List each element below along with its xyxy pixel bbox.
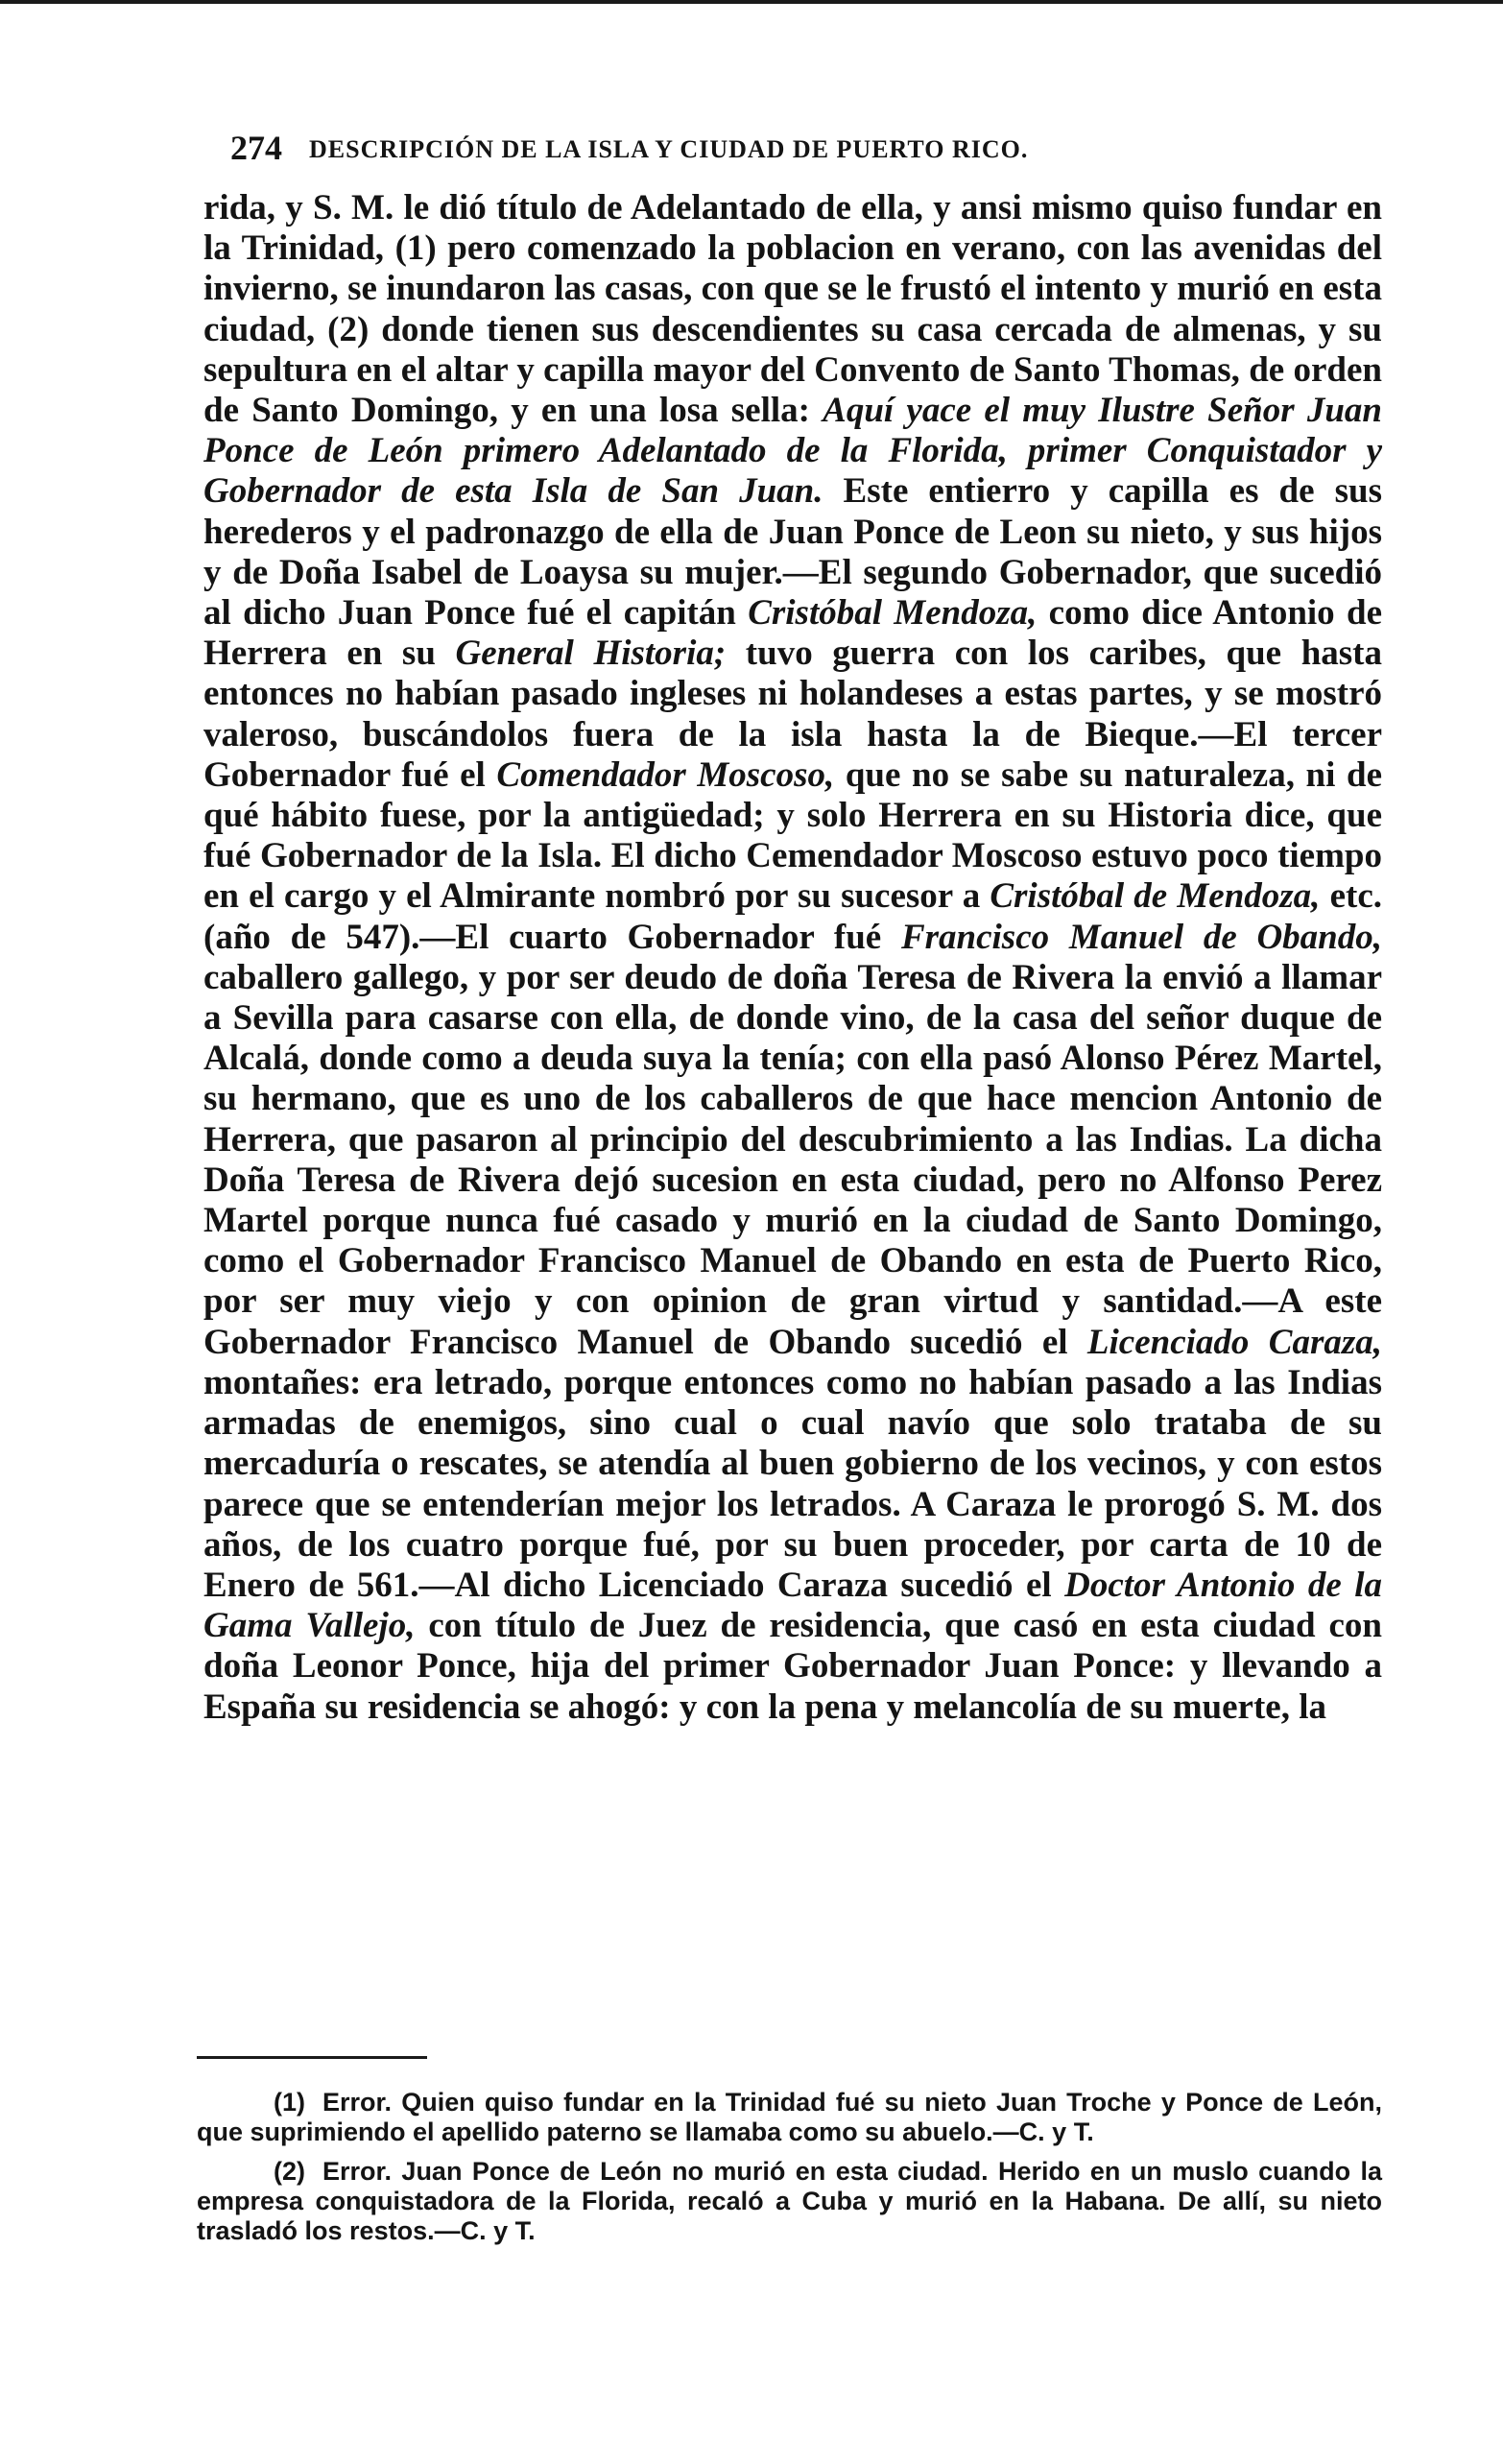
main-paragraph [203,188,1382,1728]
running-title: DESCRIPCIÓN DE LA ISLA Y CIUDAD DE PUERTO RICO. [309,135,1029,163]
name-antonio-de-la-gama-vallejo: Doctor Antonio de la Gama Vallejo, [203,1565,1382,1646]
footnote-mark: (2) [274,2157,305,2186]
footnote-text: Error. Juan Ponce de León no murió en esta ciudad. Herido en un muslo cuando la empresa conquistadora de la Florida, recaló a Cuba y murió en la Habana. De allí, su nieto trasladó los restos.—C. y T. [197,2157,1382,2245]
text-run: rida, y S. M. le dió título de Adelantado de ella, y ansi mismo quiso fundar en la Trinidad, (1) pero comenzado la poblacion en verano, con las avenidas del invierno, se inundaron las casas, con que se le frustó el intento y murió en esta ciudad, (2) donde tienen sus descendientes su casa cercada de almenas, y su sepultura en el altar y capilla mayor del Convento de Santo Thomas, de orden de Santo Domingo, y en una losa sella: [203,188,1382,431]
top-edge-rule [0,0,1503,4]
text-run: tuvo guerra con los caribes, que hasta entonces no habían pasado ingleses ni holandeses a estas partes, y se mostró valeroso, buscándolos fuera de la isla hasta la de Bieque.—El tercer Gobernador fué el [203,634,1382,795]
name-comendador-moscoso: Comendador Moscoso, [496,754,835,795]
text-run: caballero gallego, y por ser deudo de doña Teresa de Rivera la envió a llamar a Sevilla para casarse con ella, de donde vino, de la casa del señor duque de Alcalá, donde como a deuda suya la tenía; con ella pasó Alonso Pérez Martel, su hermano, que es uno de los caballeros de que hace mencion Antonio de Herrera, que pasaron al principio del descubrimiento a las Indias. La dicha Doña Teresa de Rivera dejó sucesion en esta ciudad, pero no Alfonso Perez Martel porque nunca fué casado y murió en la ciudad de Santo Domingo, como el Gobernador Francisco Manuel de Obando en esta de Puerto Rico, por ser muy viejo y con opinion de gran virtud y santidad.—A este Gobernador Francisco Manuel de Obando sucedió el [203,957,1382,1362]
footnote-mark: (1) [274,2088,305,2117]
name-licenciado-caraza: Licenciado Caraza, [1086,1322,1382,1362]
footnote-text: Error. Quien quiso fundar en la Trinidad fué su nieto Juan Troche y Ponce de León, que suprimiendo el apellido paterno se llamaba como su abuelo.—C. y T. [197,2088,1382,2146]
name-cristobal-mendoza: Cristóbal Mendoza, [748,593,1038,634]
footnote [197,2088,1382,2147]
text-run: con título de Juez de residencia, que casó en esta ciudad con doña Leonor Ponce, hija del primer Gobernador Juan Ponce: y llevando a España su residencia se ahogó: y con la pena y melancolía de su muerte, la [203,1606,1382,1727]
text-run: Este entierro y capilla es de sus herederos y el padronazgo de ella de Juan Ponce de Leon su nieto, y sus hijos y de Doña Isabel de Loaysa su mujer.—El segundo Gobernador, que sucedió al dicho Juan Ponce fué el capitán [203,471,1382,634]
text-run: montañes: era letrado, porque entonces como no habían pasado a las Indias armadas de enemigos, sino cual o cual navío que solo trataba de su mercaduría o rescates, se atendía al buen gobierno de los vecinos, y con estos parece que se entenderían mejor los letrados. A Caraza le prorogó S. M. dos años, de los cuatro porque fué, por su buen proceder, por carta de 10 de Enero de 561.—Al dicho Licenciado Caraza sucedió el [203,1362,1382,1605]
text-run: como dice Antonio de Herrera en su [203,593,1382,674]
footnotes [197,2088,1382,2256]
footnote [197,2157,1382,2246]
title-general-historia: General Historia; [455,634,727,674]
epitaph-inscription: Aquí yace el muy Ilustre Señor Juan Ponce de León primero Adelantado de la Florida, primer Conquistador y Gobernador de esta Isla de San Juan. [203,391,1382,512]
footnote-separator [197,2056,427,2059]
name-cristobal-de-mendoza: Cristóbal de Mendoza, [990,876,1321,917]
text-run: que no se sabe su naturaleza, ni de qué hábito fuese, por la antigüedad; y solo Herrera en su Historia dice, que fué Gobernador de la Isla. El dicho Cemendador Moscoso estuvo poco tiempo en el cargo y el Almirante nombró por su sucesor a [203,754,1382,917]
name-francisco-manuel-de-obando: Francisco Manuel de Obando, [900,917,1383,957]
page-number: 274 [230,129,282,167]
text-run: etc. (año de 547).—El cuarto Gobernador fué [203,876,1382,957]
body-text [203,188,1382,1728]
page-header [230,123,1276,173]
